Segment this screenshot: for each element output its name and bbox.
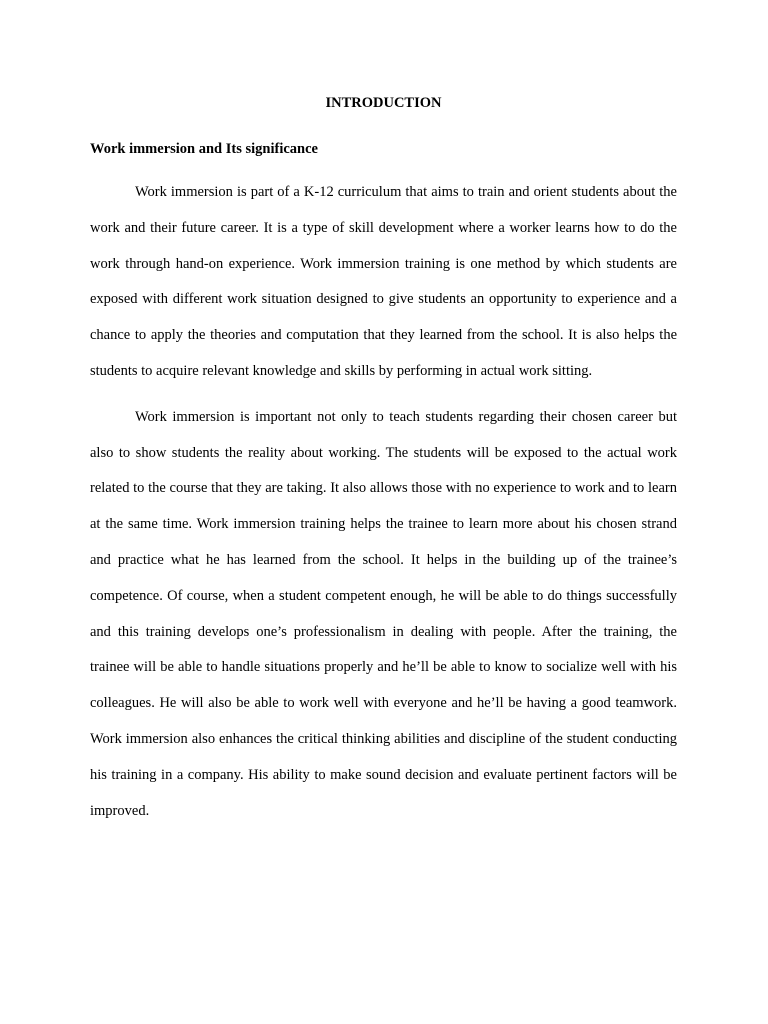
document-body	[90, 93, 677, 829]
body-paragraph: Work immersion is important not only to teach students regarding their chosen career but also to show students the reality about working. The students will be exposed to the actual work related to the course that they are taking. It also allows those with no experience to work and to learn at the same time. Work immersion training helps the trainee to learn more about his chosen strand and practice what he has learned from the school. It helps in the building up of the trainee’s competence. Of course, when a student competent enough, he will be able to do things successfully and this training develops one’s professionalism in dealing with people. After the training, the trainee will be able to handle situations properly and he’ll be able to know to socialize well with his colleagues. He will also be able to work well with everyone and he’ll be having a good teamwork. Work immersion also enhances the critical thinking abilities and discipline of the student conducting his training in a company. His ability to make sound decision and evaluate pertinent factors will be improved.	[90, 408, 677, 819]
document-title: INTRODUCTION	[325, 95, 442, 111]
section-heading: Work immersion and Its significance	[90, 141, 318, 157]
body-paragraph: Work immersion is part of a K-12 curriculum that aims to train and orient students about the work and their future career. It is a type of skill development where a worker learns how to do the work through hand-on experience. Work immersion training is one method by which students are exposed with different work situation designed to give students an opportunity to experience and a chance to apply the theories and computation that they learned from the school. It is also helps the students to acquire relevant knowledge and skills by performing in actual work sitting.	[90, 184, 677, 379]
